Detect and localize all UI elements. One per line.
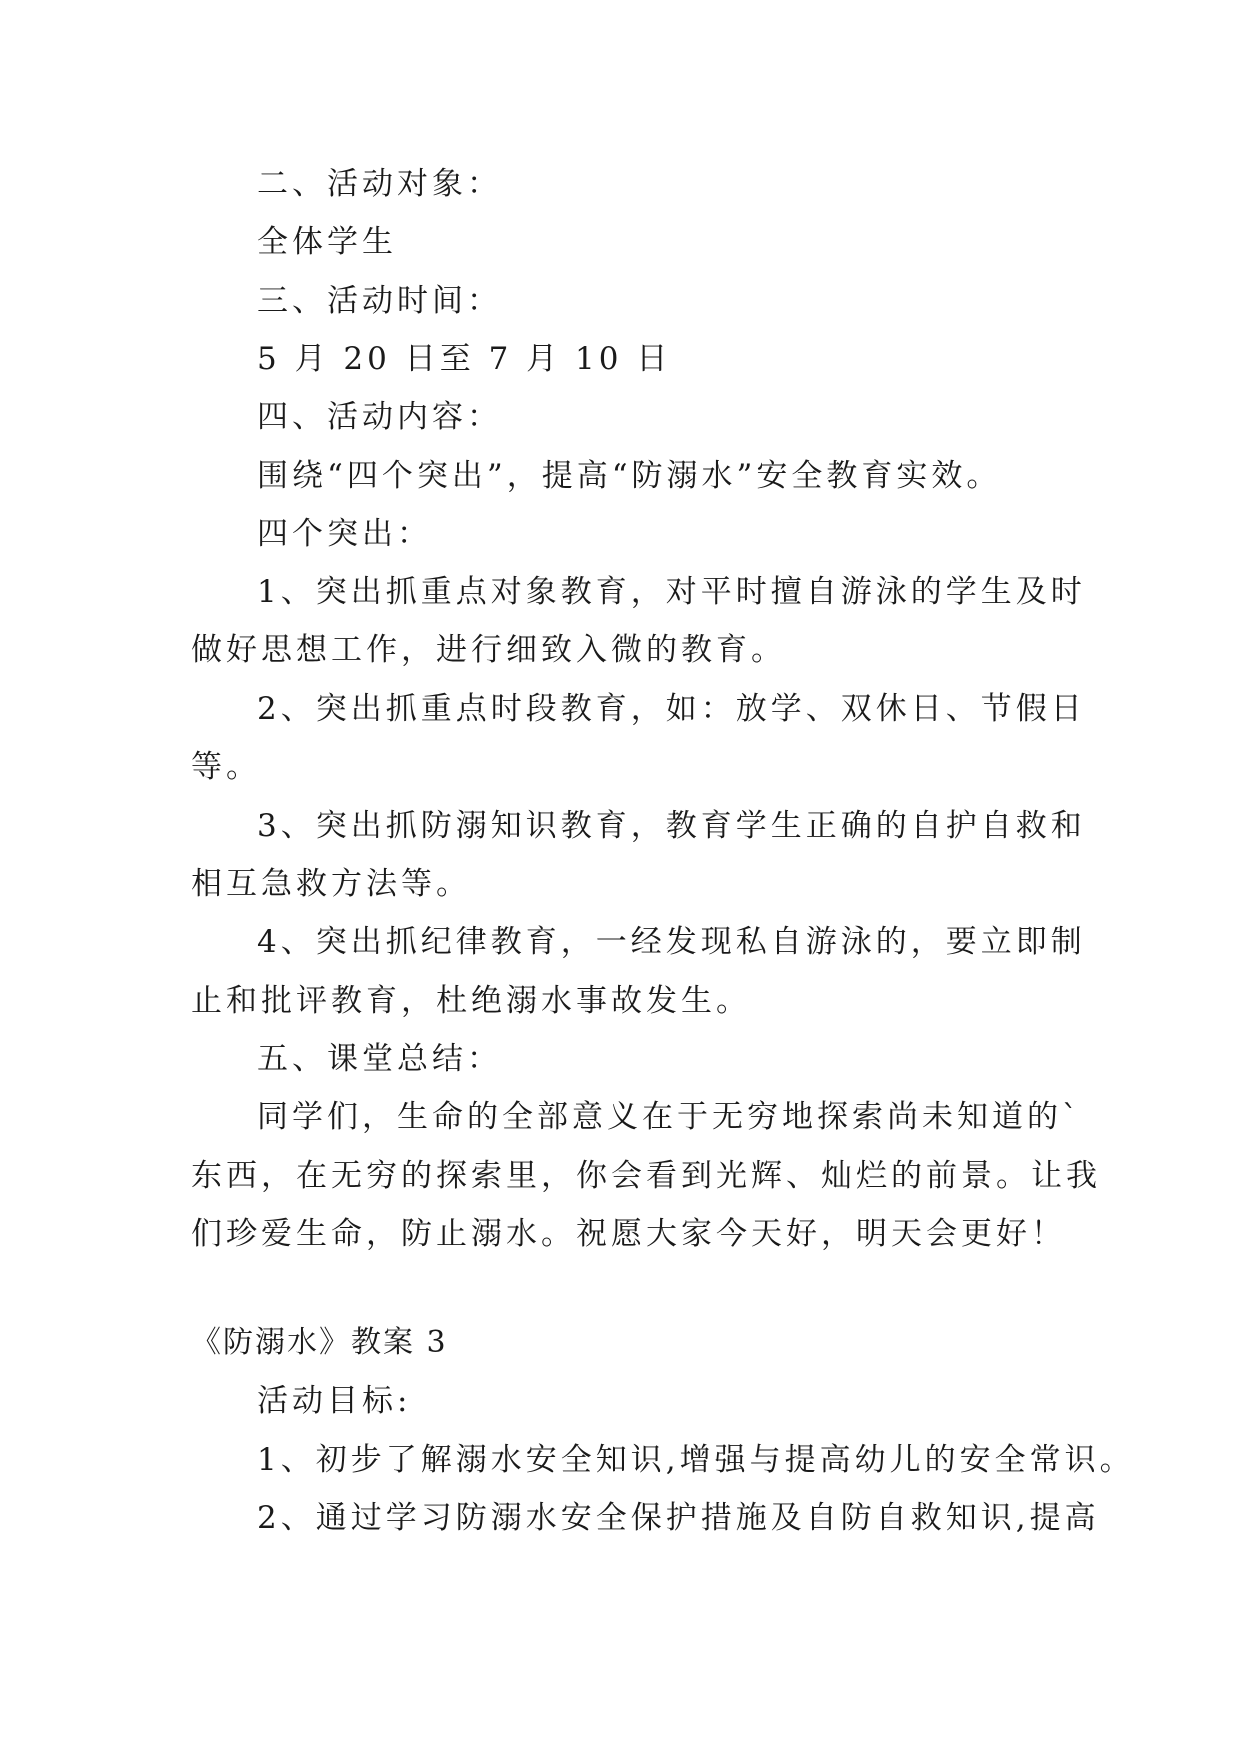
item-4-line-1: 4、突出抓纪律教育，一经发现私自游泳的，要立即制 [257,924,1086,960]
item-1-line-2: 做好思想工作，进行细致入微的教育。 [191,632,786,668]
section-two-heading: 二、活动对象： [257,166,502,202]
section-five-line-2: 东西，在无穷的探索里，你会看到光辉、灿烂的前景。让我 [191,1158,1101,1194]
section-five-line-1: 同学们，生命的全部意义在于无穷地探索尚未知道的` [257,1099,1082,1135]
item-1-line-1: 1、突出抓重点对象教育，对平时擅自游泳的学生及时 [257,574,1086,610]
item-4-line-2: 止和批评教育，杜绝溺水事故发生。 [191,983,751,1019]
lesson-3-goal-2: 2、通过学习防溺水安全保护措施及自防自救知识,提高 [257,1500,1100,1536]
section-four-subheading: 四个突出： [257,516,432,552]
lesson-3-title: 《防溺水》教案 3 [191,1325,448,1360]
section-five-line-3: 们珍爱生命，防止溺水。祝愿大家今天好，明天会更好！ [191,1216,1066,1252]
item-3-line-1: 3、突出抓防溺知识教育，教育学生正确的自护自救和 [257,808,1086,844]
section-two-body: 全体学生 [257,224,397,260]
section-four-heading: 四、活动内容： [257,399,502,435]
item-2-line-1: 2、突出抓重点时段教育，如：放学、双休日、节假日 [257,691,1086,727]
section-five-heading: 五、课堂总结： [257,1041,502,1077]
section-three-body: 5 月 20 日至 7 月 10 日 [257,341,672,377]
lesson-3-goals-heading: 活动目标: [257,1383,412,1419]
lesson-3-goal-1: 1、初步了解溺水安全知识,增强与提高幼儿的安全常识。 [257,1442,1135,1478]
item-3-line-2: 相互急救方法等。 [191,866,471,902]
section-three-heading: 三、活动时间： [257,283,502,319]
section-four-intro: 围绕“四个突出”，提高“防溺水”安全教育实效。 [257,458,1002,494]
item-2-line-2: 等。 [191,749,261,785]
